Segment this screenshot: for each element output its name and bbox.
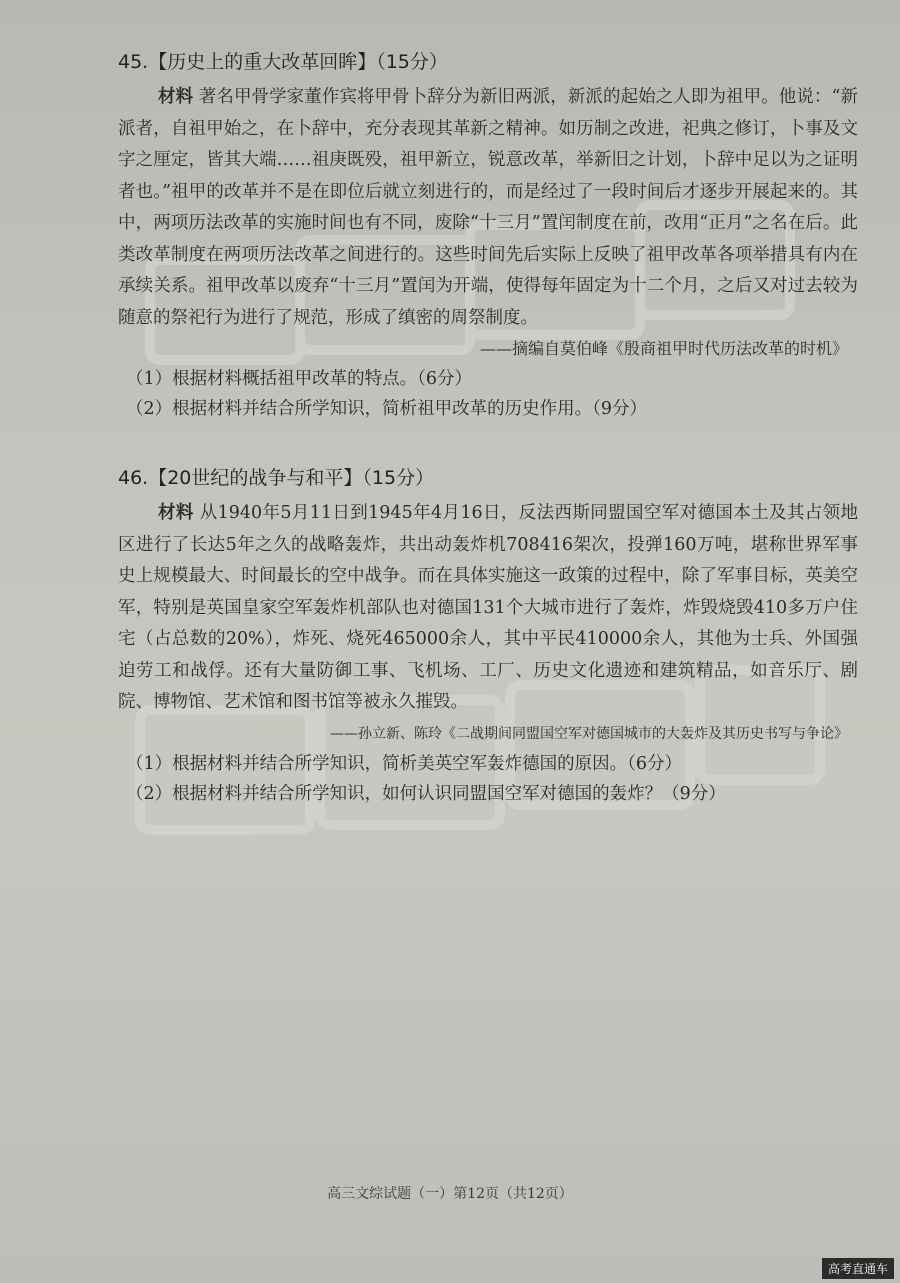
sub-question-2: （2）根据材料并结合所学知识，简析祖甲改革的历史作用。（9分） <box>126 399 648 419</box>
material-text: 从1940年5月11日到1945年4月16日，反法西斯同盟国空军对德国本土及其占领地区进行了长达5年之久的战略轰炸，共出动轰炸机708416架次，投弹160万吨，堪称世界军事史上规模最大、时间最长的空中战争。而在具体实施这一政策的过程中，除了军事目标，英美空军，特别是英国皇家空军轰炸机部队也对德国131个大城市进行了轰炸，炸毁烧毁410多万户住宅（占总数的20%），炸死、烧死465000余人，其中平民410000余人，其他为士兵、外国强迫劳工和战俘。还有大量防御工事、飞机场、工厂、历史文化遗迹和建筑精品，如音乐厅、剧院、博物馆、艺术馆和图书馆等被永久摧毁。 <box>118 503 859 712</box>
question-46 <box>118 466 858 809</box>
material-source: ——摘编自莫伯峰《殷商祖甲时代历法改革的时机》 <box>479 339 848 358</box>
question-title: 45.【历史上的重大改革回眸】（15分） <box>118 51 448 73</box>
material-text: 著名甲骨学家董作宾将甲骨卜辞分为新旧两派，新派的起始之人即为祖甲。他说：“新派者，自祖甲始之，在卜辞中，充分表现其革新之精神。如历制之改进，祀典之修订，卜事及文字之厘定，皆其大端……祖庚既殁，祖甲新立，锐意改革，举新旧之计划，卜辞中足以为之证明者也。”祖甲的改革并不是在即位后就立刻进行的，而是经过了一段时间后才逐步开展起来的。其中，两项历法改革的实施时间也有不同，废除“十三月”置闰制度在前，改用“正月”之名在后。此类改革制度在两项历法改革之间进行的。这些时间先后实际上反映了祖甲改革各项举措具有内在承续关系。祖甲改革以废弃“十三月”置闰为开端，使得每年固定为十二个月，之后又对过去较为随意的祭祀行为进行了规范，形成了缜密的周祭制度。 <box>118 87 858 328</box>
sub-question-1: （1）根据材料概括祖甲改革的特点。（6分） <box>126 369 473 389</box>
sub-question-1: （1）根据材料并结合所学知识，简析美英空军轰炸德国的原因。（6分） <box>126 753 683 774</box>
corner-badge: 高考直通车 <box>822 1258 894 1279</box>
page-footer: 高三文综试题（一）第12页（共12页） <box>327 1186 573 1202</box>
question-45 <box>118 50 858 424</box>
sub-question-2: （2）根据材料并结合所学知识，如何认识同盟国空军对德国的轰炸？（9分） <box>126 783 726 804</box>
material-label: 材料 <box>158 87 194 107</box>
material-source: ——孙立新、陈玲《二战期间同盟国空军对德国城市的大轰炸及其历史书写与争论》 <box>330 725 848 742</box>
material-paragraph <box>118 82 858 334</box>
question-title: 46.【20世纪的战争与和平】（15分） <box>118 467 435 489</box>
material-paragraph <box>118 498 858 719</box>
material-label: 材料 <box>158 503 194 523</box>
